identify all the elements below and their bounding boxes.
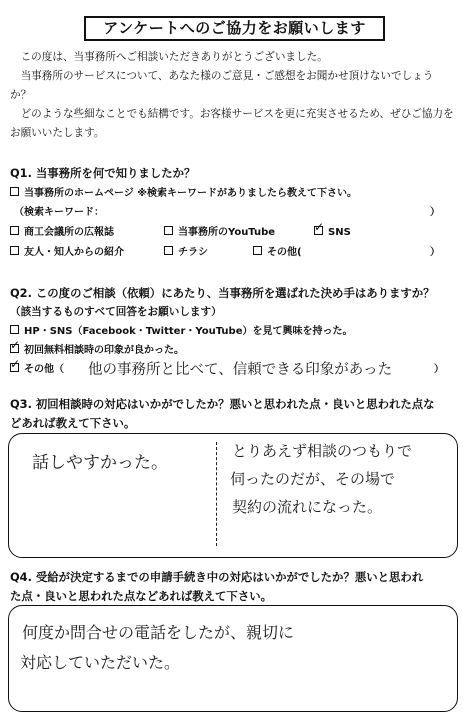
intro-line-4: どのような些細なことでも結構です。お客様サービスを更に充実させるため、ぜひご協力を [10, 108, 454, 120]
intro-line-2: 当事務所のサービスについて、あなた様のご意見・ご感想をお聞かせ頂けないでしょう [10, 70, 434, 82]
q1-keyword-close: ） [430, 207, 440, 218]
q3-question-line-1: Q3. 初回相談時の対応はいかがでしたか？悪いと思われた点・良いと思われた点な [10, 397, 435, 411]
option-label: 友人・知人からの紹介 [24, 247, 124, 258]
q3-answer-left: 話しやすかった。 [32, 453, 168, 473]
checkbox[interactable] [164, 246, 173, 255]
q3-answer-right-line-2: 伺ったのだが、その場で [230, 470, 396, 488]
q1-other-close: ） [430, 247, 440, 258]
q2-option-sns[interactable] [10, 325, 352, 338]
q1-option-friend[interactable] [10, 246, 124, 259]
q4-question-line-1: Q4. 受給が決定するまでの申請手続き中の対応はいかがでしたか？悪いと思われ [10, 570, 424, 584]
q4-answer-line-2: 対応していただいた。 [20, 653, 181, 672]
option-label: SNS [328, 227, 351, 238]
option-label: チラシ [178, 247, 208, 258]
q1-option-youtube[interactable] [164, 226, 275, 239]
q4-answer-line-1: 何度か問合せの電話をしたが、親切に [22, 623, 295, 642]
q1-question: Q1. 当事務所を何で知りましたか？ [10, 166, 196, 180]
check-mark-icon: ✓ [314, 220, 325, 234]
check-mark-icon: ✓ [10, 338, 21, 352]
checkbox[interactable] [253, 246, 262, 255]
checkbox[interactable] [10, 187, 19, 196]
intro-line-5: お願いいたします。 [10, 127, 105, 139]
q1-option-homepage[interactable] [10, 187, 357, 200]
intro-line-3: か？ [10, 89, 32, 101]
option-label: HP・SNS（Facebook・Twitter・YouTube）を見て興味を持った。 [24, 326, 353, 337]
q3-question-line-2: どあれば教えて下さい。 [10, 416, 136, 430]
option-label: 初回無料相談時の印象が良かった。 [24, 345, 184, 356]
option-label: その他（ [24, 364, 64, 375]
q1-option-sns[interactable] [314, 220, 351, 239]
q1-option-flyer[interactable] [164, 246, 208, 259]
q3-answer-right-line-1: とりあえず相談のつもりで [232, 442, 413, 460]
q2-option-other[interactable] [10, 357, 64, 376]
check-mark-icon: ✓ [10, 357, 21, 371]
checkbox-checked[interactable] [10, 338, 21, 353]
divider [216, 442, 217, 546]
checkbox[interactable] [10, 325, 19, 334]
q4-question-line-2: た点・良いと思われた点などあれば教えて下さい。 [10, 589, 272, 603]
option-label: 商工会議所の広報誌 [24, 227, 114, 238]
q2-note: （該当するものすべて回答をお願いします） [10, 306, 222, 318]
q2-other-close: ） [434, 364, 444, 375]
q1-keyword-label: （検索キーワード： [14, 207, 104, 218]
checkbox[interactable] [10, 226, 19, 235]
q2-other-answer: 他の事務所と比べて、信頼できる印象があった [88, 362, 393, 378]
checkbox-checked[interactable] [314, 220, 325, 235]
q2-question: Q2. この度のご相談（依頼）にあたり、当事務所を選ばれた決め手はありますか？ [10, 286, 435, 300]
checkbox[interactable] [10, 246, 19, 255]
option-label: 当事務所のYouTube [178, 227, 276, 238]
q2-option-free-consult[interactable] [10, 338, 184, 357]
option-label: その他( [267, 247, 302, 258]
q1-option-other[interactable] [253, 246, 302, 259]
intro-line-1: この度は、当事務所へご相談いただきありがとうございました。 [10, 51, 328, 63]
q1-option-chamber[interactable] [10, 226, 114, 239]
checkbox-checked[interactable] [10, 357, 21, 372]
q3-answer-right-line-3: 契約の流れになった。 [232, 498, 383, 516]
page-title: アンケートへのご協力をお願いします [84, 16, 385, 41]
option-label: 当事務所のホームページ ※検索キーワードがありましたら教えて下さい。 [24, 188, 358, 199]
checkbox[interactable] [164, 226, 173, 235]
